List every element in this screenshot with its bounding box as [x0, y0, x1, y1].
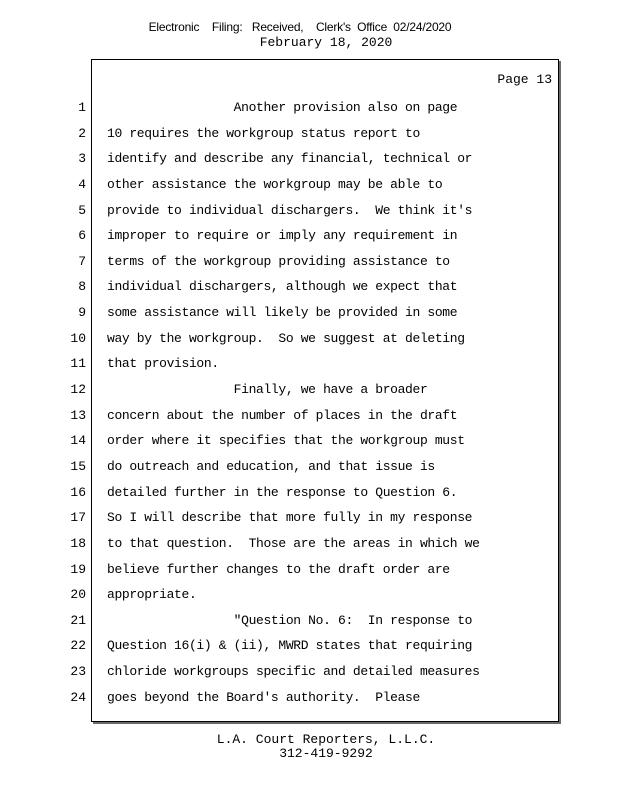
line-number: 3 — [78, 151, 86, 167]
transcript-line: 10 requires the workgroup status report to — [107, 125, 420, 141]
transcript-text — [107, 95, 547, 710]
transcript-line: Question 16(i) & (ii), MWRD states that requiring — [107, 638, 473, 654]
transcript-line: concern about the number of places in the draft — [107, 407, 458, 423]
transcript-line: terms of the workgroup providing assistance to — [107, 253, 450, 269]
transcript-line: do outreach and education, and that issue is — [107, 458, 435, 474]
line-number: 14 — [70, 433, 86, 449]
line-number: 5 — [78, 202, 86, 218]
line-number: 10 — [70, 330, 86, 346]
line-number: 18 — [70, 535, 86, 551]
transcript-line: So I will describe that more fully in my response — [107, 510, 473, 526]
line-number: 23 — [70, 664, 86, 680]
transcript-line: individual dischargers, although we expect that — [107, 279, 458, 295]
transcript-line: believe further changes to the draft order are — [107, 561, 450, 577]
line-number: 21 — [70, 612, 86, 628]
transcript-line: "Question No. 6: In response to — [107, 612, 473, 628]
line-number: 20 — [70, 587, 86, 603]
page-footer — [0, 733, 618, 761]
transcript-line: improper to require or imply any requirement in — [107, 228, 458, 244]
line-number: 15 — [70, 458, 86, 474]
electronic-filing-stamp: Electronic Filing: Received, Clerk's Office 02/24/2020 — [148, 20, 452, 34]
transcript-line: provide to individual dischargers. We think it's — [107, 202, 473, 218]
page-number: Page 13 — [497, 72, 552, 87]
court-reporter-name: L.A. Court Reporters, L.L.C. — [216, 732, 436, 747]
transcript-line: chloride workgroups specific and detailed measures — [107, 664, 480, 680]
transcript-line: other assistance the workgroup may be able to — [107, 176, 443, 192]
line-number: 19 — [70, 561, 86, 577]
transcript-line: order where it specifies that the workgroup must — [107, 433, 465, 449]
line-number-column — [60, 95, 86, 710]
transcript-line: some assistance will likely be provided in some — [107, 305, 458, 321]
transcript-line: appropriate. — [107, 587, 197, 603]
line-number: 13 — [70, 407, 86, 423]
transcript-line: detailed further in the response to Question 6. — [107, 484, 458, 500]
line-number: 4 — [78, 176, 86, 192]
transcript-line: goes beyond the Board's authority. Please — [107, 689, 420, 705]
line-number: 6 — [78, 228, 86, 244]
transcript-date: February 18, 2020 — [259, 35, 393, 50]
line-number: 17 — [70, 510, 86, 526]
line-number: 9 — [78, 305, 86, 321]
line-number: 8 — [78, 279, 86, 295]
transcript-line: that provision. — [107, 356, 219, 372]
transcript-line: to that question. Those are the areas in which we — [107, 535, 480, 551]
line-number: 7 — [78, 253, 86, 269]
line-number: 24 — [70, 689, 86, 705]
transcript-line: Another provision also on page — [107, 100, 458, 115]
line-number: 1 — [78, 100, 86, 115]
line-number: 2 — [78, 125, 86, 141]
transcript-line: identify and describe any financial, technical or — [107, 151, 473, 167]
transcript-line: Finally, we have a broader — [107, 382, 428, 398]
line-number: 12 — [70, 382, 86, 398]
line-number: 11 — [70, 356, 86, 372]
line-number: 16 — [70, 484, 86, 500]
transcript-line: way by the workgroup. So we suggest at deleting — [107, 330, 465, 346]
line-number: 22 — [70, 638, 86, 654]
court-reporter-phone: 312-419-9292 — [279, 746, 373, 761]
